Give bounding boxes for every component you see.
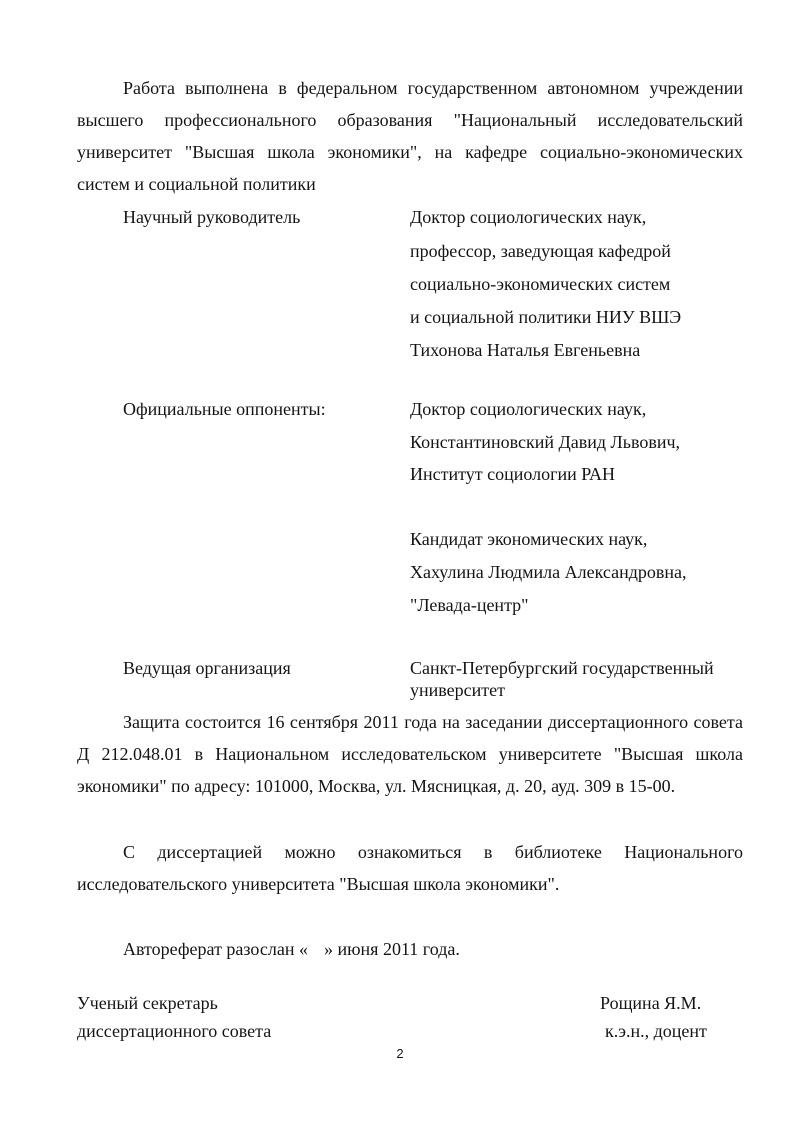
supervisor-label: Научный руководитель (123, 207, 301, 227)
opponent-degree: Доктор социологических наук, (410, 399, 647, 419)
supervisor-line: социально-экономических систем (410, 274, 671, 294)
secretary-name: Рощина Я.М. (600, 993, 702, 1013)
opponent-name: Константиновский Давид Львович, (410, 432, 680, 452)
page-number: 2 (396, 1046, 404, 1061)
defense-paragraph: Защита состоится 16 сентября 2011 года на заседании диссертационного совета Д 212.048.01 в Национальном исследовательском университете "Высшая школа экономики" по адресу: 101000, Москва, ул. Мясницкая, д. 20, ауд. 309 в 15-00. (77, 712, 743, 796)
abstract-sent-before: Автореферат разослан « (123, 939, 308, 959)
abstract-sent-line (123, 938, 460, 960)
secretary-degree: к.э.н., доцент (605, 1021, 707, 1041)
secretary-title-line1: Ученый секретарь (77, 993, 218, 1013)
opponents-label: Официальные оппоненты: (123, 399, 326, 419)
opponent-affiliation: Институт социологии РАН (410, 464, 615, 484)
opponent-degree: Кандидат экономических наук, (410, 529, 648, 549)
supervisor-line: и социальной политики НИУ ВШЭ (410, 307, 682, 327)
library-paragraph: С диссертацией можно ознакомиться в библиотеке Национального исследовательского университета "Высшая школа экономики". (77, 842, 743, 894)
supervisor-line: профессор, заведующая кафедрой (410, 241, 671, 261)
intro-paragraph: Работа выполнена в федеральном государственном автономном учреждении высшего профессионального образования "Национальный исследовательский университет "Высшая школа экономики", на кафедре социально-экономических систем и социальной политики (77, 78, 743, 194)
opponent-affiliation: "Левада-центр" (410, 595, 529, 615)
opponent-name: Хахулина Людмила Александровна, (410, 562, 687, 582)
leading-org-line: университет (410, 680, 505, 700)
leading-org-line: Санкт-Петербургский государственный (410, 658, 714, 678)
supervisor-name: Тихонова Наталья Евгеньевна (410, 340, 641, 360)
leading-org-label: Ведущая организация (123, 658, 291, 678)
supervisor-line: Доктор социологических наук, (410, 207, 647, 227)
secretary-title-line2: диссертационного совета (77, 1021, 272, 1041)
abstract-sent-after: » июня 2011 года. (323, 939, 460, 959)
